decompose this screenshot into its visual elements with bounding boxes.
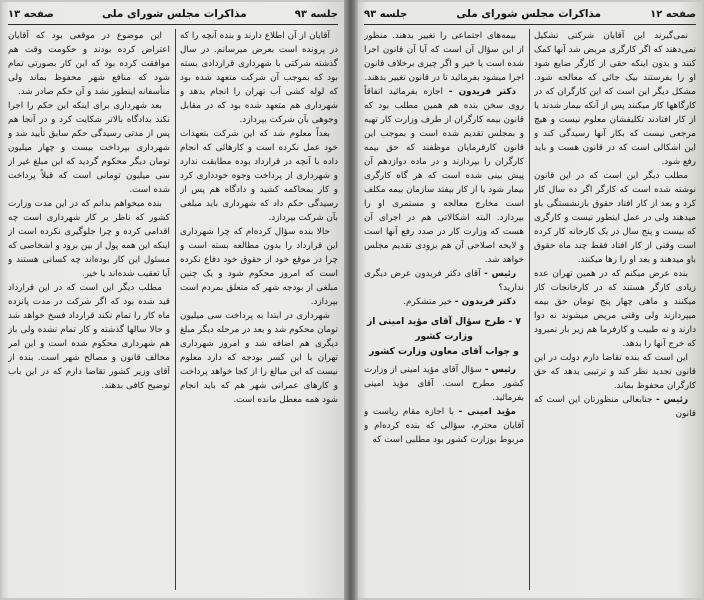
paragraph-text: این است که بنده تقاضا دارم دولت در این قانون تجدید نظر کند و ترتیبی بدهد که حق کارگران محفوظ بماند. [534, 353, 696, 391]
paragraph [534, 29, 696, 169]
paragraph [8, 197, 170, 281]
paragraph [8, 281, 170, 393]
paragraph [534, 169, 696, 267]
paragraph-text: آقای دکتر فریدون عرض دیگری ندارید؟ [364, 269, 524, 293]
paragraph [364, 267, 524, 295]
paragraph-text: بعد شهرداری برای اینکه این حکم را اجرا نکند بدادگاه بالاتر شکایت کرد و در آنجا هم پس از مدتی رسیدگی حکم سابق تأیید شد و شهرداری بپرداخت بیست و چهار میلیون تومان دیگر محکوم گردید که این مبلغ غیر از سی میلیون تومانی است که قبلاً پرداخت شده است. [8, 101, 170, 195]
paragraph [8, 29, 170, 99]
paragraph-text: بنده عرض میکنم که در همین تهران عده زیادی کارگر هستند که در کارخانجات کار میکنند و ماهی چهار پنج تومان حق بیمه میپردازند ولی وقتی مریض میشوند نه دوا دارند و نه طبیب و کارفرما هم زیر بار نمیرود که خرج آنها را بدهد. [534, 269, 696, 349]
paragraph [534, 393, 696, 421]
paragraph-text: با اجازه مقام ریاست و آقایان محترم، سؤالی که بنده کرده‌ام و مربوط بوزارت کشور بود مطلبی است که [364, 407, 524, 445]
book-gutter [344, 0, 358, 600]
paragraph [180, 29, 338, 127]
speaker-name: مؤید امینی - [458, 407, 517, 417]
column-divider [529, 29, 530, 590]
paragraph-text: نمی‌گیرند این آقایان شرکتی تشکیل نمی‌دهند که اگر کارگری مریض شد آنها کمک کنند و بدون اینکه حقی از کارگر ضایع شود او را بفرستند بیک جائی که معالجه شود. مشکل دیگر این است که این کارگران که در کارگاهها کار میکنند پس از آنکه بیمار شدند یا از کار افتادند تکلیفشان معلوم نیست و هیچ مرجعی نیست که بکار آنها رسیدگی کند و این اشکالی است که در قانون هست و باید رفع شود. [534, 31, 696, 167]
session-number: جلسه ۹۳ [364, 8, 408, 20]
column-divider [175, 29, 176, 590]
paragraph-text: مطلب دیگر این است که در این قانون نوشته شده است که کارگر اگر ده سال کار کرد و بعد از کار افتاد حقوق بازنشستگی باو میدهند ولی در عمل اینطور نیست و کارگری که بیست و پنج سال در یک کارخانه کار کرده است وقتی از کار افتاد فقط چند ماه حقوق باو میدهند و بعد او را رها میکنند. [534, 171, 696, 265]
page-header [8, 6, 338, 25]
section-heading-line: و جواب آقای معاون وزارت کشور [369, 346, 519, 357]
paragraph [364, 85, 524, 267]
paragraph-text: سؤال آقای مؤید امینی از وزارت کشور مطرح است. آقای مؤید امینی بفرمائید. [364, 365, 524, 403]
page-number: صفحه ۱۳ [8, 8, 54, 20]
session-number: جلسه ۹۳ [294, 8, 338, 20]
text-column-left [364, 29, 524, 592]
text-column-right [534, 29, 696, 592]
running-title: مذاکرات مجلس شورای ملی [101, 8, 247, 20]
section-heading [364, 314, 524, 359]
paragraph-text: بیمه‌های اجتماعی را تغییر بدهند. منظور از این سؤال آن است که آیا آن قانون اجرا شده است یا خیر و اگر چیزی برخلاف قانون اجرا میشود بفرمائید تا در قانون تغییر بدهند. [364, 31, 524, 83]
paragraph-text: اجازه بفرمائید اتفاقاً روی سخن بنده هم همین مطلب بود که قانون بیمه کارگران از طرف وزارت کار تهیه و بمجلس تقدیم شده است و بموجب این قانون کارفرمایان موظفند که حق بیمه کارگران را بپردازند و در ماده دوازدهم آن پیش بینی شده است که هر گاه کارگری بیمار شود یا از کار بیفتد سازمان بیمه مکلف است مخارج معالجه و مستمری او را بپردازد. البته اشکالاتی هم در اجرای آن هست که وزارت کار در صدد رفع آنها است و لایحه اصلاحی آن هم بزودی تقدیم مجلس خواهد شد. [364, 87, 524, 265]
paragraph-text: جنابعالی منظورتان این است که قانون [534, 395, 696, 419]
paragraph [180, 225, 338, 309]
page-12 [358, 2, 702, 598]
paragraph [364, 363, 524, 405]
page-13 [2, 2, 344, 598]
paragraph [534, 267, 696, 351]
paragraph-text: این موضوع در موقعی بود که آقایان اعتراض کرده بودند و حکومت وقت هم موافقت کرده بود که این کار بصورتی تمام شود که منافع شهر محفوظ بماند ولی متأسفانه اینطور نشد و آن حکم صادر شد. [8, 31, 170, 97]
paragraph [8, 99, 170, 197]
paragraph [180, 127, 338, 225]
paragraph [534, 351, 696, 393]
text-column-right [180, 29, 338, 592]
paragraph [364, 405, 524, 447]
paragraph-text: شهرداری در ابتدا به پرداخت سی میلیون تومان محکوم شد و بعد در مرحله دیگر مبلغ دیگری هم اضافه شد و امروز شهرداری تهران با این کسر بودجه که دارد معلوم نیست که این مبالغ را از کجا خواهد پرداخت و کارهای عمرانی شهر هم که باید انجام شود همه معطل مانده است. [180, 311, 338, 405]
page-number: صفحه ۱۲ [650, 8, 696, 20]
paragraph [180, 309, 338, 407]
paragraph-text: بعداً معلوم شد که این شرکت بتعهدات خود عمل نکرده است و کارهائی که انجام داده با آنچه در قرارداد بوده مطابقت ندارد و شهرداری از پرداخت وجوه خودداری کرد و کار بمحاکمه کشید و دادگاه هم پس از رسیدگی حکم داد که شهرداری باید مبلغی بآن شرکت بپردازد. [180, 129, 338, 223]
paragraph-text: خیر متشکرم. [403, 297, 453, 307]
paragraph [364, 29, 524, 85]
text-column-left [8, 29, 170, 592]
running-title: مذاکرات مجلس شورای ملی [456, 8, 602, 20]
speaker-name: رئیس - [656, 395, 689, 405]
paragraph-text: حالا بنده سؤال کرده‌ام که چرا شهرداری این قرارداد را بدون مطالعه بسته است و چرا در موقع خود از حقوق خود دفاع نکرده است که امروز محکوم شود و یک چنین مبلغی از بودجه شهر که متعلق بمردم است بپردازد. [180, 227, 338, 307]
paragraph-text: آقایان از آن اطلاع دارند و بنده آنچه را که در پرونده است بعرض میرسانم. در سال گذشته شرکتی با شهرداری قراردادی بسته بود که بموجب آن شرکت متعهد شده بود که لوله کشی آب تهران را انجام بدهد و شهرداری هم متعهد شده بود که در مقابل وجوهی بآن شرکت بپردازد. [180, 31, 338, 125]
paragraph-text: بنده میخواهم بدانم که در این مدت وزارت کشور که ناظر بر کار شهرداری است چه اقدامی کرده و چرا جلوگیری نکرده است از اینکه این همه پول از بین برود و اشخاصی که مسئول این کار بوده‌اند چه کسانی هستند و آیا تعقیب شده‌اند یا خیر. [8, 199, 170, 279]
paragraph [364, 295, 524, 309]
page-header [364, 6, 696, 25]
speaker-name: رئیس - [484, 365, 516, 375]
speaker-name: دکتر فریدون - [454, 297, 516, 307]
paragraph-text: مطلب دیگر این است که در این قرارداد قید شده بود که اگر شرکت در مدت پانزده ماه کار را تمام نکند قرارداد فسخ خواهد شد و حالا سالها گذشته و کار تمام نشده ولی باز هم شهرداری محکوم شده است و این امر مخالف قانون و مصالح شهر است. بنده از آقای وزیر کشور تقاضا دارم که در این باب توضیح کافی بدهند. [8, 283, 170, 391]
section-heading-line: ۷ - طرح سؤال آقای مؤید امینی از وزارت کشور [366, 316, 522, 342]
speaker-name: رئیس - [484, 269, 517, 279]
speaker-name: دکتر فریدون - [448, 87, 516, 97]
